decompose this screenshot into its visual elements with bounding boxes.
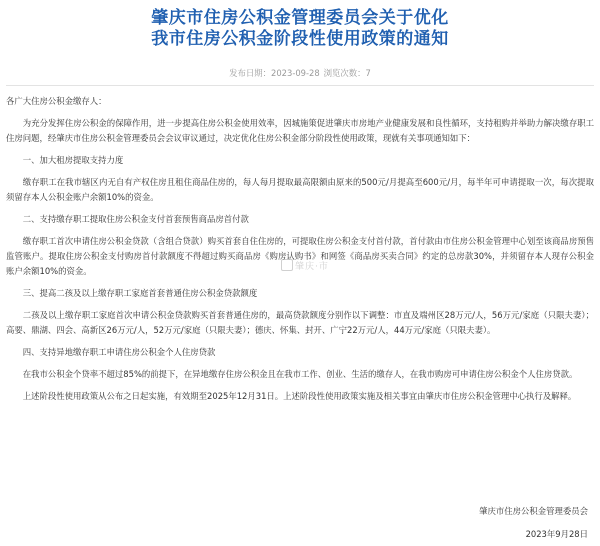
title-line-2: 我市住房公积金阶段性使用政策的通知 — [151, 29, 449, 49]
title-line-1: 肇庆市住房公积金管理委员会关于优化 — [151, 8, 449, 28]
closing-paragraph: 上述阶段性使用政策从公布之日起实施，有效期至2025年12月31日。上述阶段性使用政策实施及相关事宜由肇庆市住房公积金管理中心执行及解释。 — [22, 391, 577, 401]
page-title — [0, 8, 600, 50]
signature-org: 肇庆市住房公积金管理委员会 — [479, 506, 588, 516]
intro-paragraph: 为充分发挥住房公积金的保障作用，进一步提高住房公积金使用效率，因城施策促进肇庆市房地产业健康发展和良性循环，支持租购并举助力解决缴存职工住房问题，经肇庆市住房公积金管理委员会会议审议通过，决定优化住房公积金部分阶段性使用政策，现就有关事项通知如下： — [6, 118, 594, 143]
section-4-text: 在我市公积金个贷率不超过85%的前提下，在异地缴存住房公积金且在我市工作、创业、生活的缴存人，在我市购房可申请住房公积金个人住房贷款。 — [22, 369, 578, 379]
watermark-logo-icon — [281, 259, 293, 271]
section-3-heading: 三、提高二孩及以上缴存职工家庭首套普通住房公积金贷款额度 — [22, 288, 258, 298]
salutation: 各广大住房公积金缴存人： — [6, 96, 107, 106]
section-3-text: 二孩及以上缴存职工家庭首次申请公积金贷款购买首套普通住房的，最高贷款额度分别作以下调整：市直及端州区28万元/人，56万元/家庭（只限夫妻）；高要、鼎湖、四会、高新区26万元/人，52万元/家庭（只限夫妻）；德庆、怀集、封开、广宁22万元/人，44万元/家庭（只限夫妻）。 — [6, 310, 594, 335]
watermark — [281, 259, 329, 272]
publish-date: 发布日期：2023-09-28 — [229, 68, 320, 78]
section-2-text: 缴存职工首次申请住房公积金贷款（含组合贷款）购买首套自住住房的，可提取住房公积金支付首付款，首付款由市住房公积金管理中心划至该商品房预售监管账户。提取住房公积金支付购房首付款额度不得超过购买商品房《购房认购书》和网签《商品房买卖合同》约定的总房款30%，并须留存本人现存公积金账户余额10%的资金。 — [6, 236, 594, 276]
article-meta — [0, 67, 600, 79]
view-count: 浏览次数：7 — [323, 68, 371, 78]
section-4-heading: 四、支持异地缴存职工申请住房公积金个人住房贷款 — [22, 347, 216, 357]
divider — [6, 85, 594, 86]
section-1-text: 缴存职工在我市辖区内无自有产权住房且租住商品住房的，每人每月提取最高限额由原来的500元/月提高至600元/月，每半年可申请提取一次，每次提取须留存本人公积金账户余额10%的资金。 — [6, 177, 594, 202]
article-body — [6, 94, 594, 411]
signature-date: 2023年9月28日 — [525, 529, 588, 539]
watermark-text: 肇庆·市 — [295, 262, 329, 272]
section-2-heading: 二、支持缴存职工提取住房公积金支付首套预售商品房首付款 — [22, 214, 249, 224]
section-1-heading: 一、加大租房提取支持力度 — [22, 155, 124, 165]
